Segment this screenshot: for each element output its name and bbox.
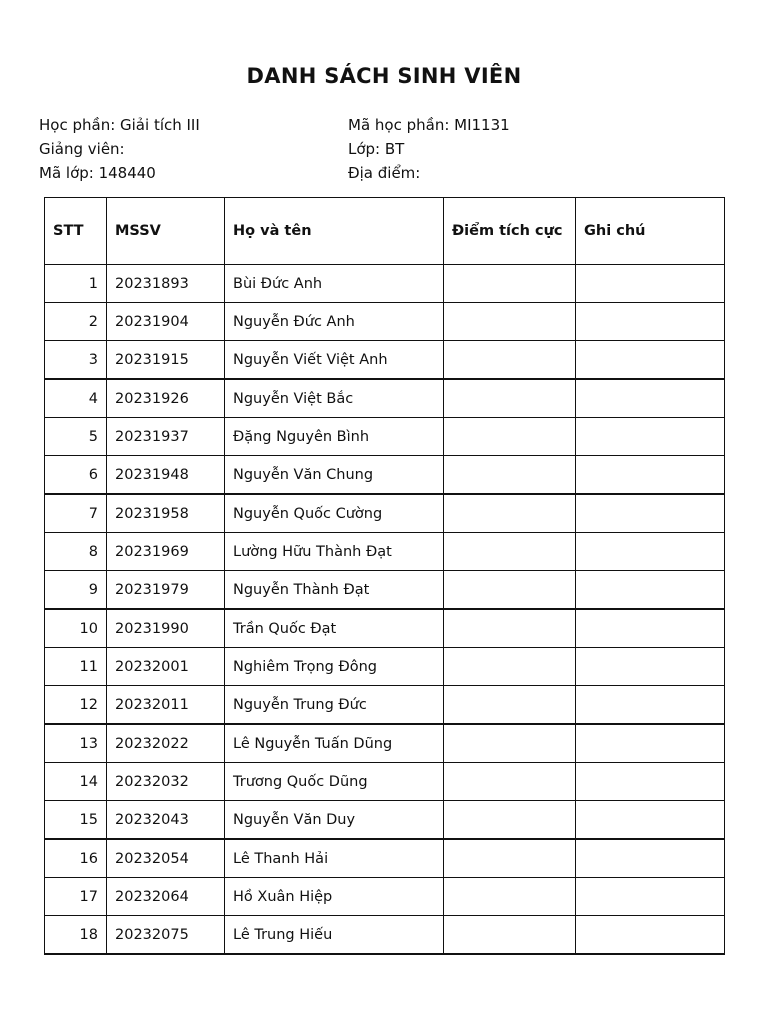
cell-mssv: 20231915 (107, 341, 225, 380)
cell-stt: 2 (45, 303, 107, 341)
cell-stt: 18 (45, 916, 107, 955)
course-info-right (348, 113, 510, 185)
cell-mssv: 20231948 (107, 456, 225, 495)
cell-mssv: 20232064 (107, 878, 225, 916)
cell-mssv: 20232054 (107, 839, 225, 878)
cell-stt: 14 (45, 763, 107, 801)
cell-score[interactable] (444, 916, 576, 955)
table-row (45, 418, 725, 456)
cell-score[interactable] (444, 379, 576, 418)
cell-score[interactable] (444, 265, 576, 303)
cell-stt: 8 (45, 533, 107, 571)
table-row (45, 494, 725, 533)
cell-score[interactable] (444, 724, 576, 763)
cell-stt: 5 (45, 418, 107, 456)
cell-note[interactable] (576, 418, 725, 456)
cell-note[interactable] (576, 456, 725, 495)
table-row (45, 724, 725, 763)
cell-name: Lê Nguyễn Tuấn Dũng (225, 724, 444, 763)
header-stt: STT (45, 198, 107, 265)
cell-stt: 13 (45, 724, 107, 763)
cell-score[interactable] (444, 418, 576, 456)
cell-name: Nghiêm Trọng Đông (225, 648, 444, 686)
cell-stt: 15 (45, 801, 107, 840)
table-header-row (45, 198, 725, 265)
cell-stt: 17 (45, 878, 107, 916)
cell-score[interactable] (444, 571, 576, 610)
cell-name: Nguyễn Văn Chung (225, 456, 444, 495)
header-mssv: MSSV (107, 198, 225, 265)
cell-mssv: 20232022 (107, 724, 225, 763)
cell-note[interactable] (576, 648, 725, 686)
cell-mssv: 20232032 (107, 763, 225, 801)
cell-mssv: 20232001 (107, 648, 225, 686)
course-info-left (39, 113, 200, 185)
cell-stt: 10 (45, 609, 107, 648)
course-code-label: Mã học phần: MI1131 (348, 116, 510, 134)
table-row (45, 341, 725, 380)
cell-note[interactable] (576, 839, 725, 878)
table-row (45, 533, 725, 571)
cell-score[interactable] (444, 533, 576, 571)
cell-mssv: 20231990 (107, 609, 225, 648)
cell-stt: 12 (45, 686, 107, 725)
header-score: Điểm tích cực (444, 198, 576, 265)
class-label: Lớp: BT (348, 140, 405, 158)
cell-name: Lê Thanh Hải (225, 839, 444, 878)
table-row (45, 648, 725, 686)
cell-name: Nguyễn Quốc Cường (225, 494, 444, 533)
table-row (45, 379, 725, 418)
cell-stt: 6 (45, 456, 107, 495)
header-note: Ghi chú (576, 198, 725, 265)
table-row (45, 265, 725, 303)
table-row (45, 686, 725, 725)
cell-note[interactable] (576, 916, 725, 955)
cell-mssv: 20231926 (107, 379, 225, 418)
cell-name: Nguyễn Trung Đức (225, 686, 444, 725)
cell-mssv: 20232011 (107, 686, 225, 725)
cell-score[interactable] (444, 839, 576, 878)
cell-stt: 9 (45, 571, 107, 610)
table-row (45, 571, 725, 610)
cell-note[interactable] (576, 265, 725, 303)
table-row (45, 763, 725, 801)
cell-mssv: 20232043 (107, 801, 225, 840)
cell-stt: 4 (45, 379, 107, 418)
cell-note[interactable] (576, 571, 725, 610)
cell-note[interactable] (576, 379, 725, 418)
class-id-label: Mã lớp: 148440 (39, 164, 156, 182)
lecturer-label: Giảng viên: (39, 140, 125, 158)
cell-name: Nguyễn Viết Việt Anh (225, 341, 444, 380)
cell-stt: 3 (45, 341, 107, 380)
cell-name: Trương Quốc Dũng (225, 763, 444, 801)
cell-stt: 1 (45, 265, 107, 303)
cell-mssv: 20231969 (107, 533, 225, 571)
cell-note[interactable] (576, 494, 725, 533)
cell-score[interactable] (444, 341, 576, 380)
table-row (45, 801, 725, 840)
cell-score[interactable] (444, 609, 576, 648)
cell-mssv: 20231958 (107, 494, 225, 533)
student-table (44, 197, 725, 955)
cell-score[interactable] (444, 494, 576, 533)
table-row (45, 303, 725, 341)
location-label: Địa điểm: (348, 164, 421, 182)
cell-score[interactable] (444, 648, 576, 686)
cell-name: Nguyễn Đức Anh (225, 303, 444, 341)
cell-score[interactable] (444, 878, 576, 916)
cell-name: Trần Quốc Đạt (225, 609, 444, 648)
table-row (45, 916, 725, 955)
cell-name: Nguyễn Văn Duy (225, 801, 444, 840)
cell-name: Nguyễn Việt Bắc (225, 379, 444, 418)
cell-note[interactable] (576, 609, 725, 648)
cell-name: Hồ Xuân Hiệp (225, 878, 444, 916)
cell-name: Bùi Đức Anh (225, 265, 444, 303)
cell-name: Lường Hữu Thành Đạt (225, 533, 444, 571)
header-name: Họ và tên (225, 198, 444, 265)
cell-note[interactable] (576, 878, 725, 916)
cell-note[interactable] (576, 763, 725, 801)
table-row (45, 609, 725, 648)
cell-stt: 7 (45, 494, 107, 533)
cell-score[interactable] (444, 303, 576, 341)
cell-score[interactable] (444, 686, 576, 725)
cell-mssv: 20231979 (107, 571, 225, 610)
cell-name: Nguyễn Thành Đạt (225, 571, 444, 610)
cell-score[interactable] (444, 763, 576, 801)
page-title: DANH SÁCH SINH VIÊN (246, 64, 522, 88)
cell-mssv: 20231904 (107, 303, 225, 341)
cell-note[interactable] (576, 341, 725, 380)
table-row (45, 878, 725, 916)
cell-note[interactable] (576, 801, 725, 840)
course-label: Học phần: Giải tích III (39, 116, 200, 134)
cell-mssv: 20231893 (107, 265, 225, 303)
cell-note[interactable] (576, 303, 725, 341)
table-row (45, 456, 725, 495)
cell-note[interactable] (576, 724, 725, 763)
cell-name: Đặng Nguyên Bình (225, 418, 444, 456)
table-row (45, 839, 725, 878)
cell-note[interactable] (576, 533, 725, 571)
cell-mssv: 20232075 (107, 916, 225, 955)
cell-note[interactable] (576, 686, 725, 725)
cell-stt: 16 (45, 839, 107, 878)
cell-score[interactable] (444, 456, 576, 495)
cell-score[interactable] (444, 801, 576, 840)
cell-mssv: 20231937 (107, 418, 225, 456)
cell-stt: 11 (45, 648, 107, 686)
cell-name: Lê Trung Hiếu (225, 916, 444, 955)
